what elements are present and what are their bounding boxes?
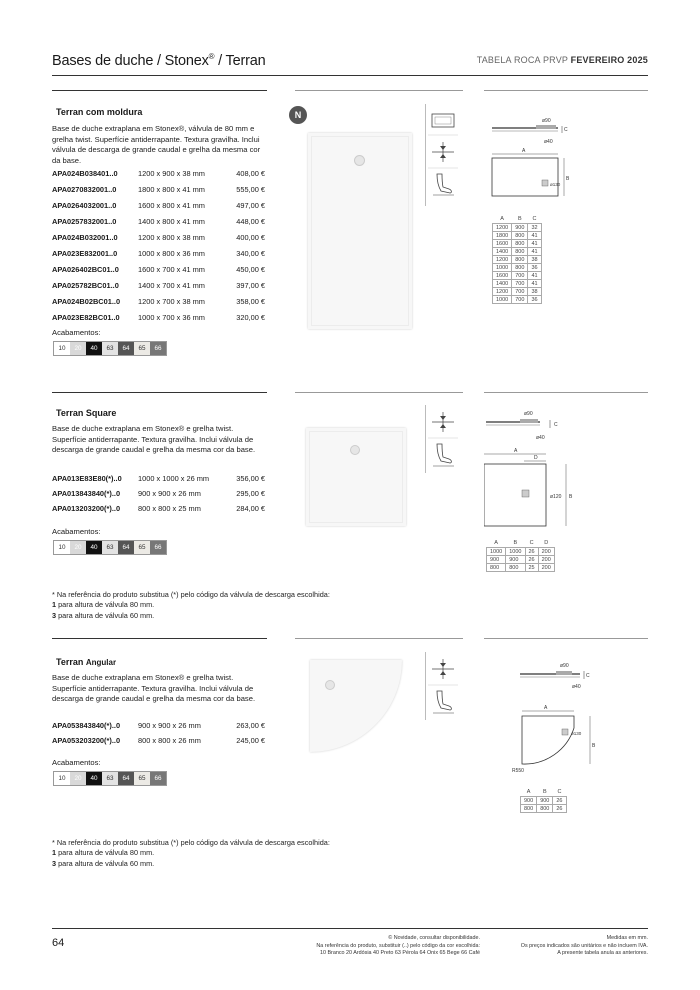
svg-text:ø120: ø120 [550,494,562,500]
section-divider [52,90,267,91]
finishes-label: Acabamentos: [52,758,101,767]
swatch-20: 20 [70,342,86,355]
feature-icons [428,655,458,717]
svg-text:ø90: ø90 [542,118,551,124]
swatch-63: 63 [102,772,118,785]
technical-drawing [484,108,648,198]
section-divider [52,392,267,393]
svg-text:ø90: ø90 [560,663,569,669]
svg-text:D: D [534,455,538,461]
section-divider [295,90,463,91]
section-title: Terran com moldura [56,107,143,117]
svg-text:ø40: ø40 [536,435,545,441]
swatch-63: 63 [102,342,118,355]
price-row: APA024B02BC01..0 1200 x 700 x 38 mm 358,00 € [52,297,265,306]
finishes-label: Acabamentos: [52,328,101,337]
svg-text:ø130: ø130 [571,731,582,736]
technical-drawing [484,656,648,781]
dimension-table: A B C D 1000 1000 26 200 900 900 26 200 800 800 25 200 [486,539,555,572]
swatch-20: 20 [70,541,86,554]
shower-tray-image [308,133,412,329]
dimension-table: A B C 900 900 26 800 800 26 [520,788,567,813]
section-description: Base de duche extraplana em Stonex® e grelha twist. Superfície antiderrapante. Textura gravilha. Inclui válvula de descarga de grande caudal e grelha da mesma cor da base. [52,673,256,704]
price-row: APA0264032001..0 1600 x 800 x 41 mm 497,00 € [52,201,265,210]
swatch-20: 20 [70,772,86,785]
section-description: Base de duche extraplana em Stonex® e grelha twist. Superfície antiderrapante. Textura gravilha. Inclui válvula de descarga de grande caudal e grelha da mesma cor da base. [52,424,256,455]
section-title: Terran Angular [56,657,117,667]
price-row: APA026402BC01..0 1600 x 700 x 41 mm 450,00 € [52,265,265,274]
price-list [52,168,267,322]
swatch-10: 10 [54,342,70,355]
catalog-header: TABELA ROCA PRVP FEVEREIRO 2025 [476,55,648,65]
anti-slip-foot-icon [433,174,454,195]
drain-icon [325,680,335,690]
page-number: 64 [52,937,65,949]
swatch-65: 65 [134,342,150,355]
icon-divider [425,405,426,473]
height-icon [432,659,454,679]
svg-text:C: C [554,422,558,428]
price-row: APA024B038401..0 1200 x 900 x 38 mm 408,00 € [52,169,265,178]
price-row: APA0257832001..0 1400 x 800 x 41 mm 448,00 € [52,217,265,226]
price-row: APA053203200(*)..0 800 x 800 x 26 mm 245,00 € [52,736,265,745]
valve-note: * Na referência do produto substitua (*) pelo código da válvula de descarga escolhida: 1 para altura de válvula 80 mm. 3 para altura de válvula 60 mm. [52,590,330,620]
section-divider [484,392,648,393]
height-icon [432,412,454,432]
swatch-63: 63 [102,541,118,554]
section-divider [484,90,648,91]
svg-text:C: C [564,127,568,133]
swatch-40: 40 [86,541,102,554]
swatch-64: 64 [118,342,134,355]
header-rule [52,75,648,76]
price-row: APA024B032001..0 1200 x 800 x 38 mm 400,00 € [52,233,265,242]
svg-text:B: B [592,743,596,749]
dimension-table: A B C 1200 900 32 1800 800 41 1600 800 41 1400 800 41 1200 800 38 1000 800 36 1600 700 41 1400 700 41 1200 700 38 1000 700 36 [492,215,542,304]
technical-drawing [484,406,648,536]
valve-note: * Na referência do produto substitua (*) pelo código da válvula de descarga escolhida: 1 para altura de válvula 80 mm. 3 para altura de válvula 60 mm. [52,838,330,868]
swatch-65: 65 [134,772,150,785]
price-row: APA023E82BC01..0 1000 x 700 x 36 mm 320,00 € [52,313,265,322]
svg-text:C: C [586,673,590,679]
svg-text:A: A [522,148,526,154]
feature-icons [428,408,458,470]
price-row: APA0270832001..0 1800 x 800 x 41 mm 555,00 € [52,185,265,194]
new-badge: N [289,106,307,124]
svg-text:ø40: ø40 [572,684,581,690]
icon-divider [425,652,426,720]
price-list [52,720,267,750]
finishes-label: Acabamentos: [52,527,101,536]
svg-text:ø90: ø90 [524,411,533,417]
swatch-64: 64 [118,772,134,785]
price-row: APA053843840(*)..0 900 x 900 x 26 mm 263,00 € [52,721,265,730]
swatch-10: 10 [54,541,70,554]
section-divider [484,638,648,639]
swatch-66: 66 [150,541,166,554]
page-title: Bases de duche / Stonex® / Terran [52,52,266,69]
shower-tray-image [306,428,406,526]
svg-text:ø40: ø40 [544,139,553,145]
footer-pricing-notes: Medidas em mm. Os preços indicados são unitários e não incluem IVA. A presente tabela anula as anteriores. [520,935,648,956]
footer-color-legend: © Novidade, consultar disponibilidade. Na referência do produto, substituir (..) pelo código da cor escolhida: 10 Branco 20 Ardósia 40 Preto 63 Pérola 64 Onix 65 Bege 66 Café [316,935,480,956]
swatch-10: 10 [54,772,70,785]
section-divider [295,638,463,639]
price-row: APA025782BC01..0 1400 x 700 x 41 mm 397,00 € [52,281,265,290]
finish-swatches [53,341,167,356]
anti-slip-foot-icon [433,444,454,466]
price-row: APA013203200(*)..0 800 x 800 x 25 mm 284,00 € [52,504,265,513]
finish-swatches [53,771,167,786]
section-description: Base de duche extraplana em Stonex®, válvula de 80 mm e grelha twist. Superfície antiderrapante. Textura gravilha. Inclui válvula de descarga de grande caudal e grelha da mesma cor da base. [52,124,261,165]
price-row: APA013E83E80(*)..0 1000 x 1000 x 26 mm 356,00 € [52,474,265,483]
price-list [52,473,267,513]
price-row: APA023E832001..0 1000 x 800 x 36 mm 340,00 € [52,249,265,258]
finish-swatches [53,540,167,555]
swatch-65: 65 [134,541,150,554]
section-title: Terran Square [56,408,117,418]
section-divider [295,392,463,393]
frame-icon [432,114,454,127]
svg-text:A: A [514,448,518,454]
drain-icon [350,445,360,455]
feature-icons [428,108,458,198]
swatch-66: 66 [150,772,166,785]
section-divider [52,638,267,639]
swatch-66: 66 [150,342,166,355]
swatch-40: 40 [86,772,102,785]
price-row: APA013843840(*)..0 900 x 900 x 26 mm 295,00 € [52,489,265,498]
swatch-64: 64 [118,541,134,554]
footer-rule [52,928,648,929]
drain-icon [354,155,365,166]
svg-text:B: B [569,494,573,500]
svg-text:R550: R550 [512,768,524,774]
anti-slip-foot-icon [433,691,454,713]
icon-divider [425,104,426,206]
shower-tray-image [310,660,402,752]
height-icon [432,142,454,162]
svg-text:A: A [544,705,548,711]
swatch-40: 40 [86,342,102,355]
svg-text:ø130: ø130 [550,182,561,187]
svg-text:B: B [566,176,570,182]
